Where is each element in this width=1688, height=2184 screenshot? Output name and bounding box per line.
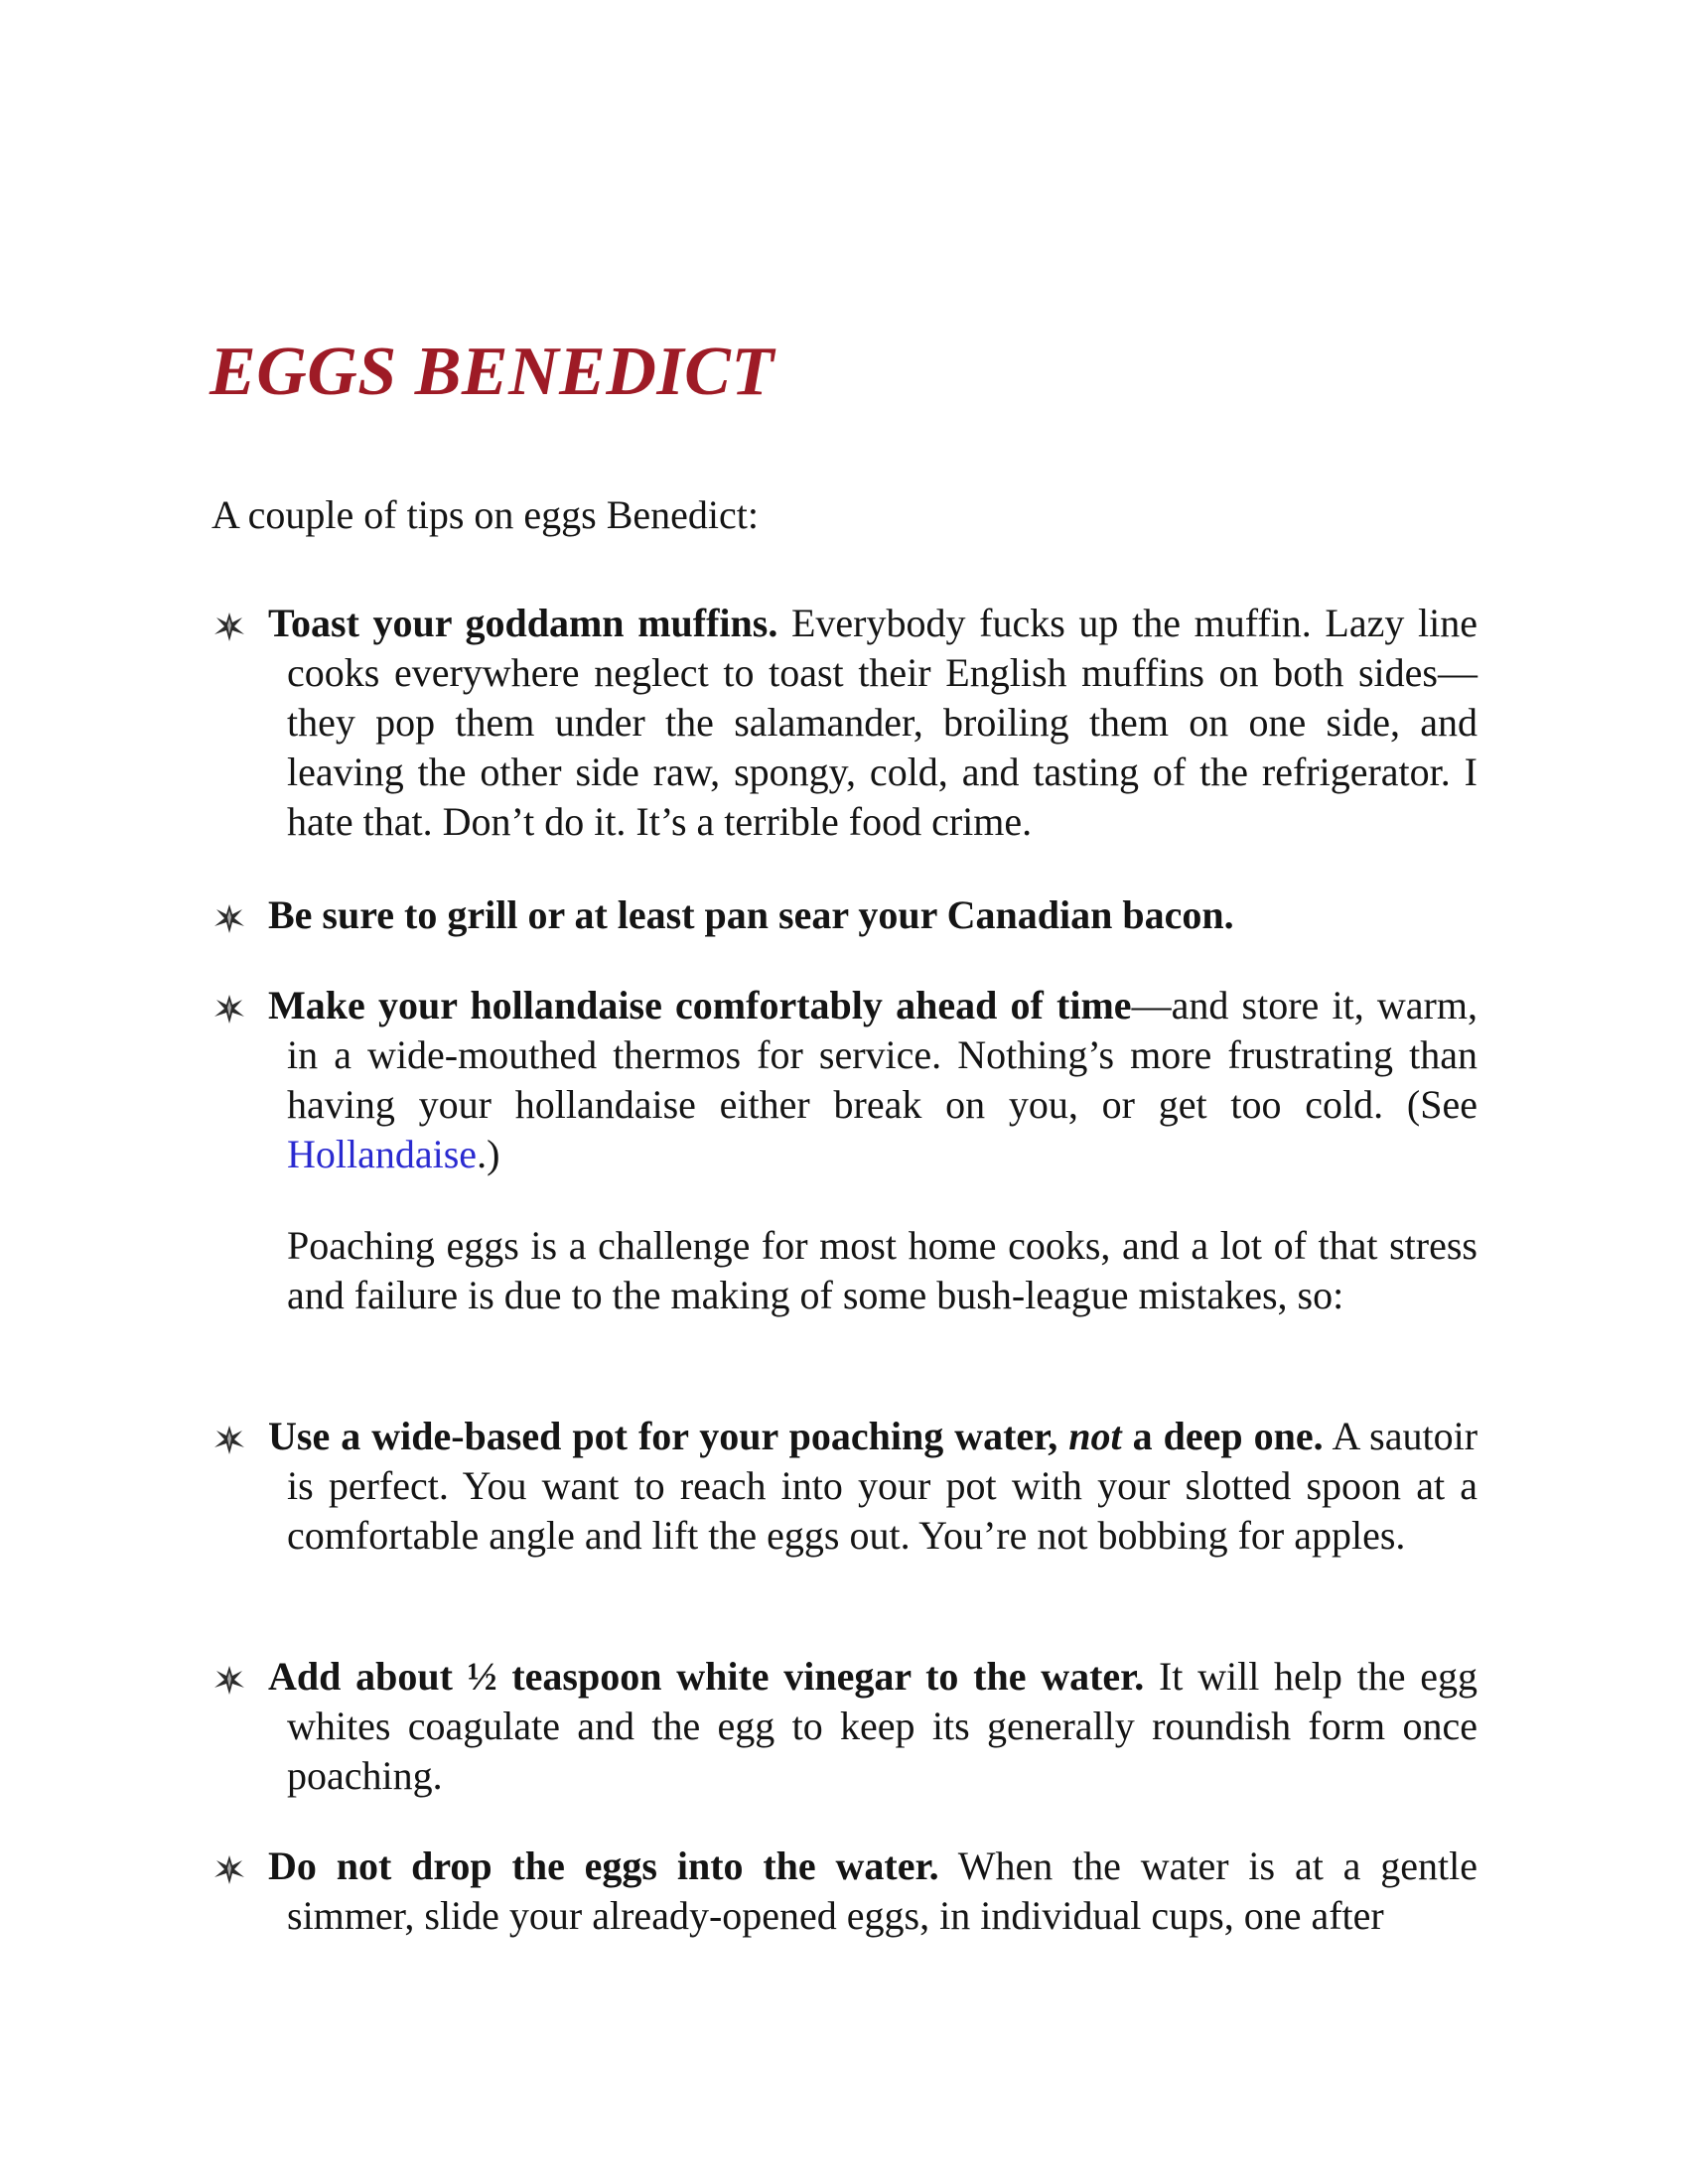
fleur-bullet-icon <box>211 1851 247 1887</box>
tip-heading: Use a wide-based pot for your poaching water, <box>268 1414 1069 1458</box>
tip-heading: Toast your goddamn muffins. <box>268 601 778 645</box>
tip-heading-emphasis: not <box>1068 1414 1122 1458</box>
hollandaise-link[interactable]: Hollandaise <box>287 1132 478 1176</box>
tip-detail: —and store it, warm, in a wide-mouthed thermos for service. Nothing’s more frustrating than having your hollandaise either break on you, or get too cold. (See <box>287 983 1477 1127</box>
tip-do-not-drop <box>211 1842 1477 1941</box>
tip-hollandaise-ahead <box>211 981 1477 1179</box>
tip-detail: A sautoir is perfect. You want to reach into your pot with your slotted spoon at a comfortable angle and lift the eggs out. You’re not bobbing for apples. <box>287 1414 1478 1558</box>
tip-heading: Make your hollandaise comfortably ahead of time <box>268 983 1132 1027</box>
tip-detail: It will help the egg whites coagulate and the egg to keep its generally roundish form once poaching. <box>287 1654 1477 1798</box>
tip-canadian-bacon <box>211 890 1477 940</box>
fleur-bullet-icon <box>211 1662 247 1698</box>
tip-heading: Be sure to grill or at least pan sear your Canadian bacon. <box>268 892 1234 937</box>
poaching-note: Poaching eggs is a challenge for most home cooks, and a lot of that stress and failure is due to the making of some bush-league mistakes, so: <box>287 1223 1477 1317</box>
fleur-bullet-icon <box>211 609 247 644</box>
tip-text <box>268 1652 1477 1801</box>
tip-heading-end: a deep one. <box>1121 1414 1324 1458</box>
tip-detail: When the water is at a gentle simmer, slide your already-opened eggs, in individual cups, one after <box>287 1843 1477 1938</box>
tip-heading: Add about ½ teaspoon white vinegar to the water. <box>268 1654 1145 1699</box>
fleur-bullet-icon <box>211 900 247 936</box>
tip-white-vinegar <box>211 1652 1477 1801</box>
tip-text <box>268 981 1477 1179</box>
tip-wide-pot <box>211 1412 1477 1561</box>
tip-text <box>268 1842 1477 1941</box>
tip-text <box>268 599 1477 847</box>
tip-toast-muffins <box>211 599 1477 847</box>
tip-heading: Do not drop the eggs into the water. <box>268 1843 939 1888</box>
tip-text <box>268 890 1477 940</box>
intro-paragraph: A couple of tips on eggs Benedict: <box>211 492 760 537</box>
tip-detail: Everybody fucks up the muffin. Lazy line cooks everywhere neglect to toast their English muffins on both sides—they pop them under the salamander, broiling them on one side, and leaving the other side raw, spongy, cold, and tasting of the refrigerator. I hate that. Don’t do it. It’s a terrible food crime. <box>287 601 1477 844</box>
tip-text <box>268 1412 1477 1561</box>
fleur-bullet-icon <box>211 991 247 1026</box>
tip-detail-end: .) <box>477 1132 500 1176</box>
page-title: EGGS BENEDICT <box>210 334 774 410</box>
fleur-bullet-icon <box>211 1422 247 1457</box>
